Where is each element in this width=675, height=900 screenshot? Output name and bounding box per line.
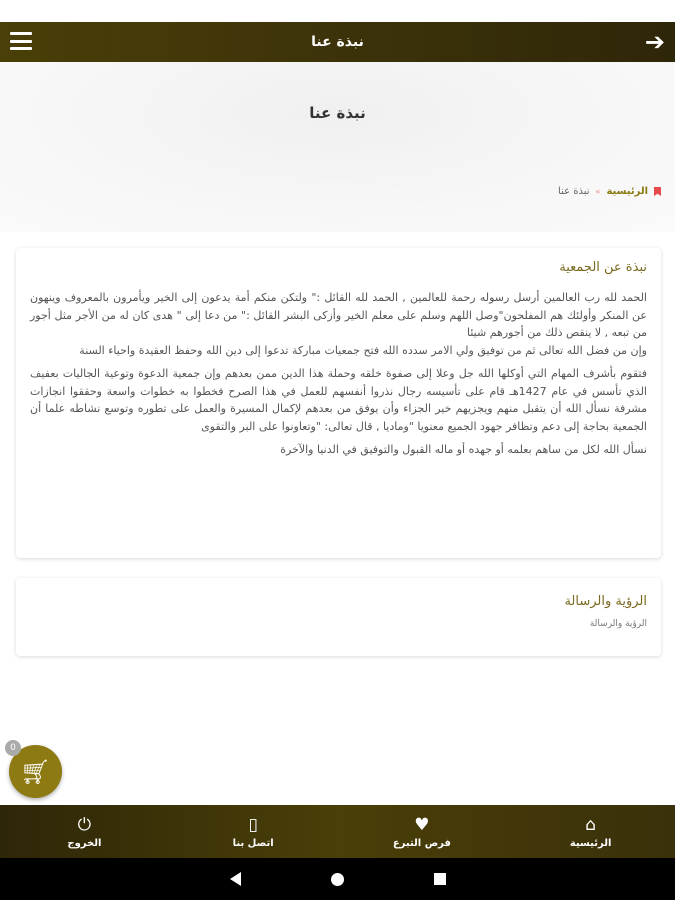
- nav-home[interactable]: [506, 805, 675, 858]
- about-paragraph: فتقوم بأشرف المهام التي أوكلها الله جل وعلا إلى صفوة خلقه وحملة هذا الدين ممن بعدهم وإن جمعية الدعوة وتوعية الجاليات بعفيف الذي تأسس في عام 1427هـ قام على تأسيسه رجال نذروا أنفسهم للعمل في هذا الصرح فخطوا به خطوات واسعة وحققوا انجازات مشرفة نسأل الله أن يتقبل منهم ويجزيهم خير الجزاء وأن يوفق من بعدهم لإكمال المسيرة والعمل على تطوره وتوسع نشاطه علما أن الجمعية بحاجة إلى دعم وتظافر جهود الجميع معنويا "وماديا , قال تعالى: "وتعاونوا على البر والتقوى: [30, 367, 647, 433]
- breadcrumb-separator: »: [595, 187, 601, 196]
- app-header: [0, 22, 675, 62]
- system-nav-bar: [0, 858, 675, 900]
- vision-card[interactable]: [16, 578, 661, 656]
- cart-icon: 🛒︎: [20, 757, 51, 786]
- nav-label: الرئيسية: [569, 837, 612, 849]
- header-title: نبذة عنا: [311, 34, 364, 50]
- breadcrumb: [558, 186, 661, 197]
- page-title: نبذة عنا: [309, 104, 366, 122]
- menu-icon[interactable]: [10, 32, 32, 50]
- nav-logout[interactable]: [0, 805, 169, 858]
- nav-contact[interactable]: [169, 805, 338, 858]
- about-paragraph: الحمد لله رب العالمين أرسل رسوله رحمة للعالمين , الحمد لله القائل :" ولتكن منكم أمة يدعون إلى الخير ويأمرون بالمعروف وينهون عن المنكر وأولئك هم المفلحون"وصل اللهم وسلم على معلم الخير وأزكى البشر القائل :" من دعا إلى " هدى كان له من الأجر مثل أجور من تبعه , لا ينقص ذلك من أجورهم شيئا: [30, 291, 647, 339]
- breadcrumb-home[interactable]: الرئيسية: [606, 186, 648, 197]
- home-circle-icon[interactable]: [331, 873, 344, 886]
- bookmark-icon: [654, 187, 661, 196]
- power-icon: ⏻: [77, 814, 92, 835]
- back-icon[interactable]: [230, 872, 241, 886]
- cart-count-badge: 0: [5, 740, 21, 756]
- nav-label: الخروج: [67, 837, 102, 849]
- phone-icon: ▯: [248, 814, 258, 835]
- about-title: نبذة عن الجمعية: [559, 260, 647, 275]
- bottom-nav: [0, 805, 675, 858]
- about-paragraph: وإن من فضل الله تعالى ثم من توفيق ولي الامر سدده الله فتح جمعيات مباركة تدعوا إلى دين الله وحفظ العقيدة واحياء السنة: [79, 343, 647, 357]
- recent-apps-icon[interactable]: [434, 873, 446, 885]
- heart-icon: ♥: [414, 814, 430, 835]
- vision-text: الرؤية والرسالة: [589, 619, 647, 629]
- status-bar: [0, 0, 675, 22]
- nav-label: فرص التبرع: [392, 837, 451, 849]
- about-card: [16, 248, 661, 558]
- vision-title: الرؤية والرسالة: [564, 594, 647, 609]
- nav-label: اتصل بنا: [232, 837, 274, 849]
- breadcrumb-current: نبذة عنا: [558, 186, 590, 197]
- home-icon: ⌂: [585, 814, 597, 835]
- nav-donate[interactable]: [338, 805, 507, 858]
- about-paragraph: نسأل الله لكل من ساهم بعلمه أو جهده أو ماله القبول والتوفيق في الدنيا والآخرة: [280, 443, 647, 456]
- arrow-right-icon[interactable]: ➔: [644, 28, 665, 56]
- hero-banner: [0, 62, 675, 232]
